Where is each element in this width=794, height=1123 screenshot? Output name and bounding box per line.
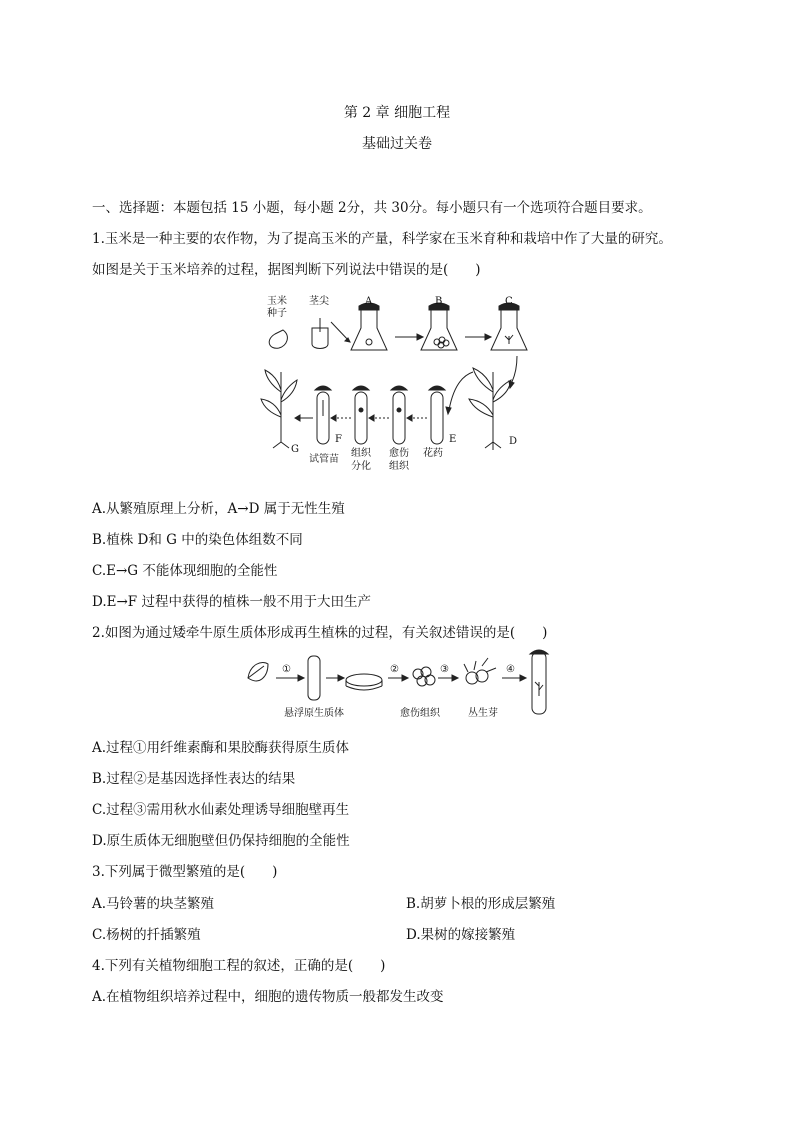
label-c: C <box>505 296 513 307</box>
buds-icon <box>464 658 496 684</box>
label-diff1: 组织 <box>351 448 371 459</box>
label-a: A <box>365 296 373 307</box>
label-b: B <box>435 296 443 307</box>
q4-option-a: A.在植物组织培养过程中，细胞的遗传物质一般都发生改变 <box>92 989 444 1005</box>
label-callus: 愈伤组织 <box>400 708 440 719</box>
q1-option-a: A.从繁殖原理上分析，A→D 属于无性生殖 <box>92 501 345 517</box>
label-f: F <box>335 434 342 445</box>
flask-a-icon <box>351 310 387 350</box>
label-diff2: 分化 <box>351 461 371 472</box>
q3-option-a: A.马铃薯的块茎繁殖 <box>92 896 215 912</box>
label-e: E <box>449 434 457 445</box>
q3-stem: 3.下列属于微型繁殖的是( ) <box>92 864 278 880</box>
label-stem-tip: 茎尖 <box>309 296 329 307</box>
q1-option-c: C.E→G 不能体现细胞的全能性 <box>92 563 278 579</box>
q2-figure <box>240 648 560 720</box>
q2-option-b: B.过程②是基因选择性表达的结果 <box>92 771 296 787</box>
q1-stem-line1: 1.玉米是一种主要的农作物，为了提高玉米的产量，科学家在玉米育种和栽培中作了大量的研究。 <box>92 231 672 247</box>
step-3-label: ③ <box>440 664 449 675</box>
label-protoplast: 悬浮原生质体 <box>284 708 344 719</box>
step-1-label: ① <box>282 664 291 675</box>
q3-option-c: C.杨树的扦插繁殖 <box>92 927 201 943</box>
chapter-title: 第 2 章 细胞工程 <box>343 105 451 121</box>
q1-stem-line2: 如图是关于玉米培养的过程，据图判断下列说法中错误的是( ) <box>92 262 481 278</box>
label-seedling: 试管苗 <box>309 454 339 465</box>
q3-option-d: D.果树的嫁接繁殖 <box>406 927 516 943</box>
q2-option-d: D.原生质体无细胞壁但仍保持细胞的全能性 <box>92 833 350 849</box>
step-2-label: ② <box>390 664 399 675</box>
tube-diff-icon <box>353 386 369 444</box>
q1-option-d: D.E→F 过程中获得的植株一般不用于大田生产 <box>92 594 371 610</box>
label-buds: 丛生芽 <box>468 708 498 719</box>
plant-g-icon <box>261 370 297 448</box>
petri-dish-icon <box>346 674 382 686</box>
label-callus2: 组织 <box>389 461 409 472</box>
label-callus1: 愈伤 <box>389 448 409 459</box>
step-4-label: ④ <box>506 664 515 675</box>
q2-stem: 2.如图为通过矮牵牛原生质体形成再生植株的过程，有关叙述错误的是( ) <box>92 625 548 641</box>
q4-stem: 4.下列有关植物细胞工程的叙述，正确的是( ) <box>92 958 386 974</box>
q2-option-a: A.过程①用纤维素酶和果胶酶获得原生质体 <box>92 740 350 756</box>
protoplast-tube-icon <box>308 656 320 700</box>
callus-icon <box>413 667 435 686</box>
label-seed2: 种子 <box>267 308 287 319</box>
label-d: D <box>509 436 518 447</box>
q3-option-b: B.胡萝卜根的形成层繁殖 <box>406 896 556 912</box>
label-g: G <box>291 444 299 455</box>
seed-icon <box>269 330 287 348</box>
label-seed: 玉米 <box>267 296 287 307</box>
q1-option-b: B.植株 D和 G 中的染色体组数不同 <box>92 532 303 548</box>
q1-figure <box>255 292 545 482</box>
subtitle: 基础过关卷 <box>362 136 432 152</box>
section-heading: 一、选择题：本题包括 15 小题，每小题 2分，共 30分。每小题只有一个选项符合题目要求。 <box>92 200 652 216</box>
leaf-icon <box>248 663 268 681</box>
tube-callus-icon <box>391 386 407 444</box>
q2-option-c: C.过程③需用秋水仙素处理诱导细胞壁再生 <box>92 802 350 818</box>
plant-d-icon <box>469 368 511 450</box>
tube-e-icon <box>429 386 445 444</box>
tube-f-icon <box>315 386 331 444</box>
label-anther: 花药 <box>423 448 443 459</box>
